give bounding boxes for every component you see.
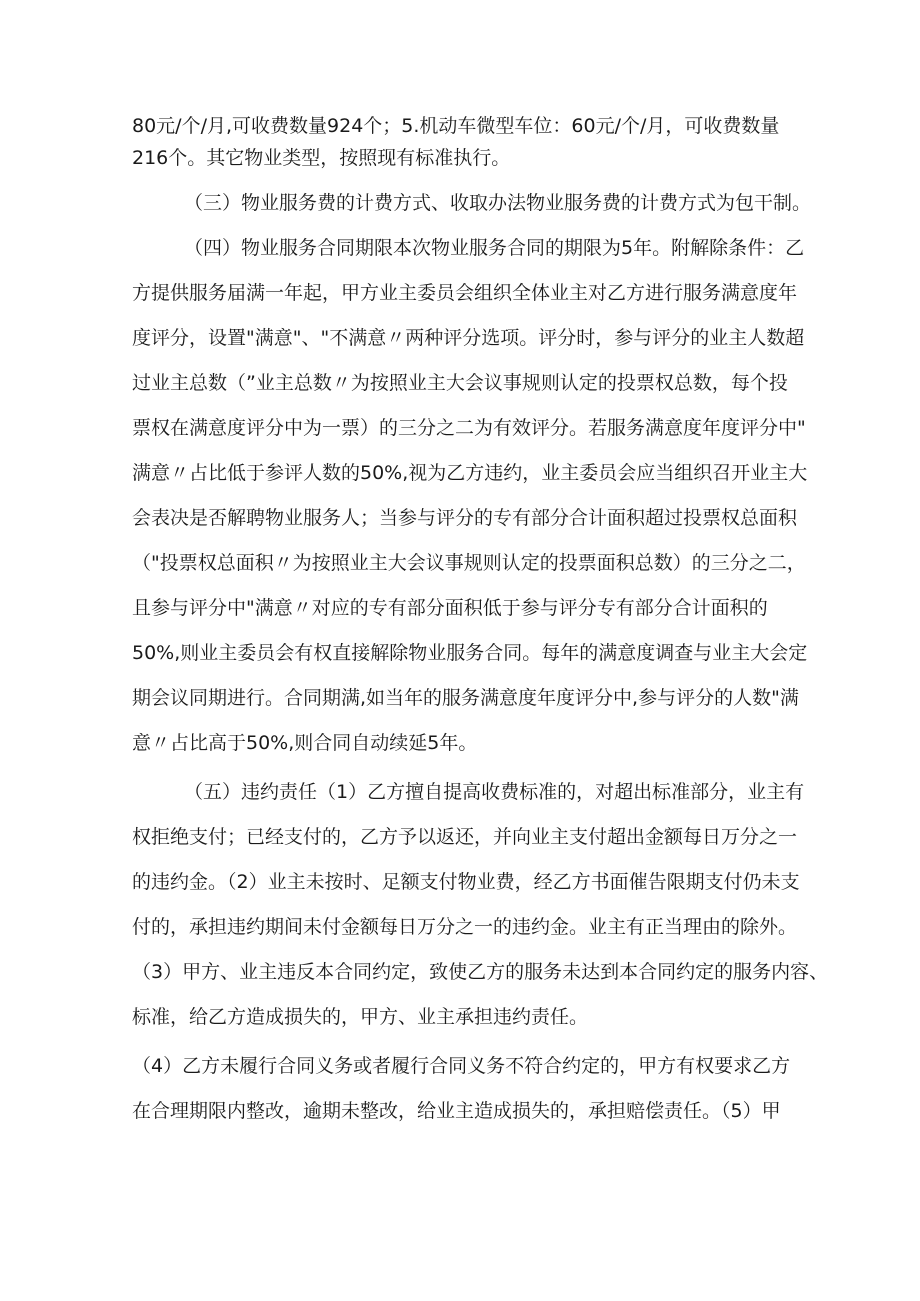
text-line: 50%,则业主委员会有权直接解除物业服务合同。每年的满意度调查与业主大会定 xyxy=(132,642,808,664)
text-line: 216个。其它物业类型，按照现有标准执行。 xyxy=(132,147,511,169)
text-line: （"投票权总面积〃为按照业主大会议事规则认定的投票面积总数）的三分之二， xyxy=(132,552,806,574)
text-line: 过业主总数（”业主总数〃为按照业主大会议事规则认定的投票权总数，每个投 xyxy=(132,372,788,394)
text-line: 付的，承担违约期间未付金额每日万分之一的违约金。业主有正当理由的除外。 xyxy=(132,916,798,938)
text-line: 权拒绝支付；已经支付的，乙方予以返还，并向业主支付超出金额每日万分之一 xyxy=(132,826,798,848)
text-line: 在合理期限内整改，逾期未整改，给业主造成损失的，承担赔偿责任。（5）甲 xyxy=(132,1100,781,1122)
text-line: 期会议同期进行。合同期满,如当年的服务满意度年度评分中,参与评分的人数"满 xyxy=(132,687,799,709)
paragraph-4-start: （四）物业服务合同期限本次物业服务合同的期限为5年。附解除条件：乙 xyxy=(184,237,805,259)
text-line: （4）乙方未履行合同义务或者履行合同义务不符合约定的，甲方有权要求乙方 xyxy=(132,1055,791,1077)
paragraph-3-start: （三）物业服务费的计费方式、收取办法物业服务费的计费方式为包干制。 xyxy=(184,192,812,214)
text-line: 的违约金。（2）业主未按时、足额支付物业费，经乙方书面催告限期支付仍未支 xyxy=(132,871,800,893)
text-line: 80元/个/月,可收费数量924个；5.机动车微型车位：60元/个/月，可收费数量 xyxy=(132,115,780,137)
text-line: 标准，给乙方造成损失的，甲方、业主承担违约责任。 xyxy=(132,1006,589,1028)
text-line: 满意〃占比低于参评人数的50%,视为乙方违约，业主委员会应当组织召开业主大 xyxy=(132,462,808,484)
text-line: 且参与评分中"满意〃对应的专有部分面积低于参与评分专有部分合计面积的 xyxy=(132,597,768,619)
text-line: 意〃占比高于50%,则合同自动续延5年。 xyxy=(132,732,478,754)
text-line: 度评分，设置"满意"、"不满意〃两种评分选项。评分时，参与评分的业主人数超 xyxy=(132,327,805,349)
text-line: 票权在满意度评分中为一票）的三分之二为有效评分。若服务满意度年度评分中" xyxy=(132,417,806,439)
text-line: 会表决是否解聘物业服务人；当参与评分的专有部分合计面积超过投票权总面积 xyxy=(132,507,798,529)
paragraph-5-start: （五）违约责任（1）乙方擅自提高收费标准的，对超出标准部分，业主有 xyxy=(184,781,805,803)
text-line: 方提供服务届满一年起，甲方业主委员会组织全体业主对乙方进行服务满意度年 xyxy=(132,282,798,304)
text-line: （3）甲方、业主违反本合同约定，致使乙方的服务未达到本合同约定的服务内容、 xyxy=(132,961,829,983)
